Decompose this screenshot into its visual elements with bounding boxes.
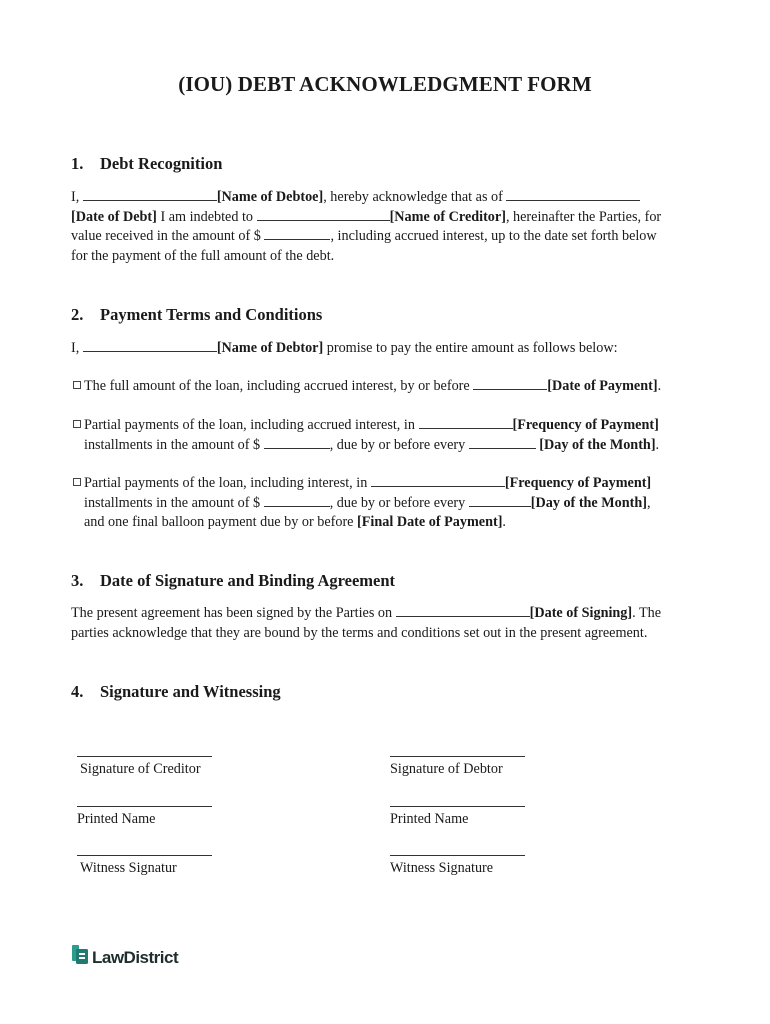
blank-field[interactable]	[506, 189, 640, 201]
blank-field[interactable]	[473, 378, 547, 390]
blank-field[interactable]	[396, 605, 530, 617]
lawdistrict-logo	[70, 944, 178, 971]
frequency-of-payment-label: [Frequency of Payment]	[504, 475, 652, 491]
section-3-body: The present agreement has been signed by the Parties on [Date of Signing]. The parties acknowledge that they are bound by the terms and conditions set out in the present agreement.	[71, 605, 662, 641]
payment-option-partial-1: Partial payments of the loan, including accrued interest, in [Frequency of Payment] installments in the amount of $ , due by or before every [Day of the Month].	[73, 416, 659, 455]
witness-signature-line-right[interactable]	[390, 855, 525, 856]
debtor-signature-line[interactable]	[390, 756, 525, 757]
frequency-of-payment-label: [Frequency of Payment]	[512, 417, 659, 433]
day-of-month-label: [Day of the Month]	[530, 494, 647, 511]
amount-field[interactable]	[264, 437, 330, 449]
section-1-heading	[71, 154, 222, 174]
section-number: 3.	[71, 571, 84, 590]
section-4-heading	[71, 682, 281, 702]
checkbox[interactable]	[73, 381, 81, 389]
date-of-payment-label: [Date of Payment]	[547, 378, 658, 394]
creditor-signature-line[interactable]	[77, 756, 212, 757]
section-title: Signature and Witnessing	[100, 682, 281, 701]
witness-signature-label-right: Witness Signature	[390, 860, 494, 876]
blank-field[interactable]	[419, 417, 513, 429]
creditor-signature-label: Signature of Creditor	[80, 761, 201, 777]
section-number: 4.	[71, 682, 84, 701]
blank-field[interactable]	[257, 209, 390, 221]
creditor-printed-name-label: Printed Name	[77, 811, 156, 827]
debtor-signature-label: Signature of Debtor	[390, 761, 503, 777]
final-date-of-payment-label: [Final Date of Payment]	[357, 514, 503, 531]
name-of-debtoe-label: [Name of Debtoe]	[216, 189, 324, 205]
amount-field[interactable]	[264, 228, 330, 240]
section-2-intro: I, [Name of Debtor] promise to pay the entire amount as follows below:	[71, 340, 618, 356]
section-title: Date of Signature and Binding Agreement	[100, 571, 396, 590]
debtor-printed-name-line[interactable]	[390, 806, 525, 807]
checkbox[interactable]	[73, 478, 81, 486]
blank-field[interactable]	[83, 189, 217, 201]
checkbox[interactable]	[73, 420, 81, 428]
lawdistrict-logo-icon	[70, 944, 90, 971]
blank-field[interactable]	[469, 437, 536, 449]
section-3-heading	[71, 571, 395, 591]
amount-field[interactable]	[264, 495, 330, 507]
document-title: (IOU) DEBT ACKNOWLEDGMENT FORM	[178, 72, 592, 96]
name-of-creditor-label: [Name of Creditor]	[389, 208, 506, 225]
blank-field[interactable]	[83, 340, 217, 352]
name-of-debtor-label: [Name of Debtor]	[216, 340, 324, 356]
date-of-signing-label: [Date of Signing]	[529, 605, 633, 621]
witness-signature-line-left[interactable]	[77, 855, 212, 856]
payment-option-partial-2: Partial payments of the loan, including interest, in [Frequency of Payment] installments in the amount of $ , due by or before every [Day of the Month], and one final balloon payment due by or before [Final Date of Payment].	[73, 474, 651, 533]
section-number: 2.	[71, 305, 84, 324]
payment-option-full: The full amount of the loan, including accrued interest, by or before [Date of Payment].	[73, 377, 661, 397]
blank-field[interactable]	[469, 495, 531, 507]
creditor-printed-name-line[interactable]	[77, 806, 212, 807]
witness-signature-label-left: Witness Signatur	[80, 860, 177, 876]
section-title: Payment Terms and Conditions	[100, 305, 323, 324]
day-of-month-label: [Day of the Month]	[539, 436, 656, 453]
debtor-printed-name-label: Printed Name	[390, 811, 469, 827]
section-title: Debt Recognition	[100, 154, 223, 173]
lawdistrict-logo-text: LawDistrict	[92, 947, 179, 967]
section-number: 1.	[71, 154, 84, 173]
section-1-body: I, [Name of Debtoe], hereby acknowledge that as of [Date of Debt] I am indebted to [Name of Creditor], hereinafter the Parties, for value received in the amount of $ , including accrued interest, up to the date set forth below for the payment of the full amount of the debt.	[71, 189, 662, 264]
section-2-heading	[71, 305, 322, 325]
date-of-debt-label: [Date of Debt]	[71, 208, 157, 225]
blank-field[interactable]	[371, 475, 505, 487]
